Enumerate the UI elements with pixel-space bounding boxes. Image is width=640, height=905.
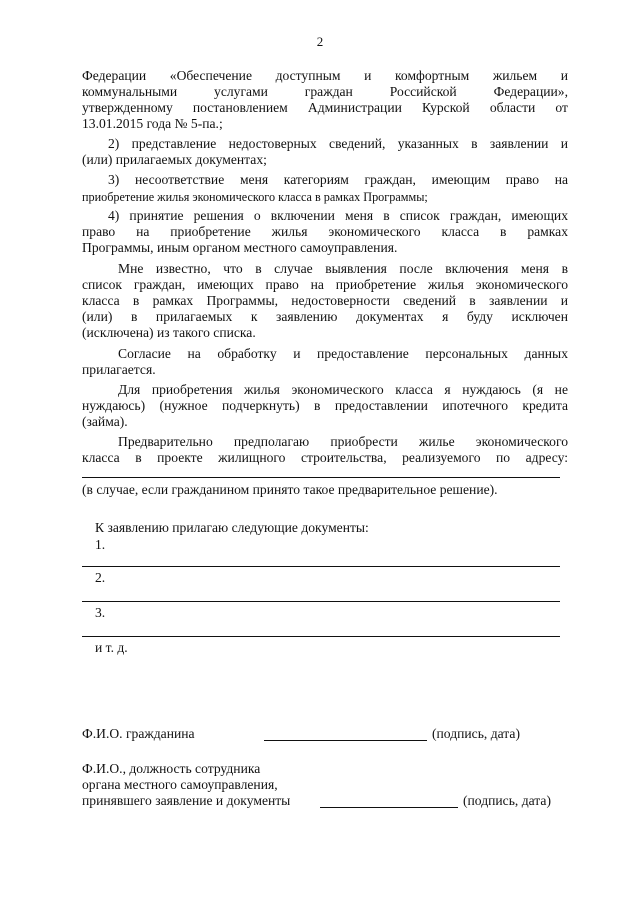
paragraph-6-line-1: Согласие на обработку и предоставление персональных данных — [118, 346, 568, 361]
paragraph-3-line-2: приобретение жилья экономического класса в рамках Программы; — [82, 190, 428, 204]
paragraph-4-line-2: право на приобретение жилья экономического класса в рамках — [82, 224, 568, 239]
citizen-name-label: Ф.И.О. гражданина — [82, 726, 195, 741]
paragraph-2-line-1: 2) представление недостоверных сведений, указанных в заявлении и — [108, 136, 568, 151]
paragraph-6-line-2: прилагается. — [82, 362, 156, 377]
attachments-etc: и т. д. — [95, 640, 128, 655]
paragraph-5-line-1: Мне известно, что в случае выявления после включения меня в — [118, 261, 568, 276]
paragraph-4-line-3: Программы, иным органом местного самоуправления. — [82, 240, 398, 255]
paragraph-1-line-3: утвержденному постановлением Администрации Курской области от — [82, 100, 568, 115]
paragraph-5-line-5: (исключена) из такого списка. — [82, 325, 256, 340]
paragraph-1-line-4: 13.01.2015 года № 5-па.; — [82, 116, 223, 131]
paragraph-5-line-3: класса в рамках Программы, недостоверности сведений в заявлении и — [82, 293, 568, 308]
address-fill-line — [82, 477, 560, 478]
attachment-line-3 — [82, 636, 560, 637]
citizen-signature-line — [264, 726, 427, 741]
officer-signature-note: (подпись, дата) — [463, 793, 551, 808]
paragraph-8-line-2: класса в проекте жилищного строительства, реализуемого по адресу: — [82, 450, 568, 465]
paragraph-7-line-2: нуждаюсь) (нужное подчеркнуть) в предоставлении ипотечного кредита — [82, 398, 568, 413]
paragraph-4-line-1: 4) принятие решения о включении меня в список граждан, имеющих — [108, 208, 568, 223]
attachments-heading: К заявлению прилагаю следующие документы: — [95, 520, 369, 535]
attachment-item-2: 2. — [95, 570, 106, 585]
paragraph-2-line-2: (или) прилагаемых документах; — [82, 152, 267, 167]
attachment-line-2 — [82, 601, 560, 602]
paragraph-1-line-1: Федерации «Обеспечение доступным и комфортным жильем и — [82, 68, 568, 83]
citizen-signature-note: (подпись, дата) — [432, 726, 520, 741]
paragraph-5-line-4: (или) в прилагаемых к заявлению документах я буду исключен — [82, 309, 568, 324]
paragraph-7-line-3: (займа). — [82, 414, 128, 429]
officer-line-3: принявшего заявление и документы — [82, 793, 291, 808]
paragraph-3-line-1: 3) несоответствие меня категориям граждан, имеющим право на — [108, 172, 568, 187]
paragraph-7-line-1: Для приобретения жилья экономического класса я нуждаюсь (я не — [118, 382, 568, 397]
page-number: 2 — [316, 34, 324, 49]
paragraph-5-line-2: список граждан, имеющих право на приобретение жилья экономического — [82, 277, 568, 292]
address-note: (в случае, если гражданином принято такое предварительное решение). — [82, 482, 498, 497]
paragraph-1-line-2: коммунальными услугами граждан Российской Федерации», — [82, 84, 568, 99]
paragraph-8-line-1: Предварительно предполагаю приобрести жилье экономического — [118, 434, 568, 449]
officer-line-2: органа местного самоуправления, — [82, 777, 278, 792]
officer-line-1: Ф.И.О., должность сотрудника — [82, 761, 261, 776]
attachment-line-1 — [82, 566, 560, 567]
attachment-item-3: 3. — [95, 605, 106, 620]
attachment-item-1: 1. — [95, 537, 106, 552]
officer-signature-line — [320, 793, 458, 808]
